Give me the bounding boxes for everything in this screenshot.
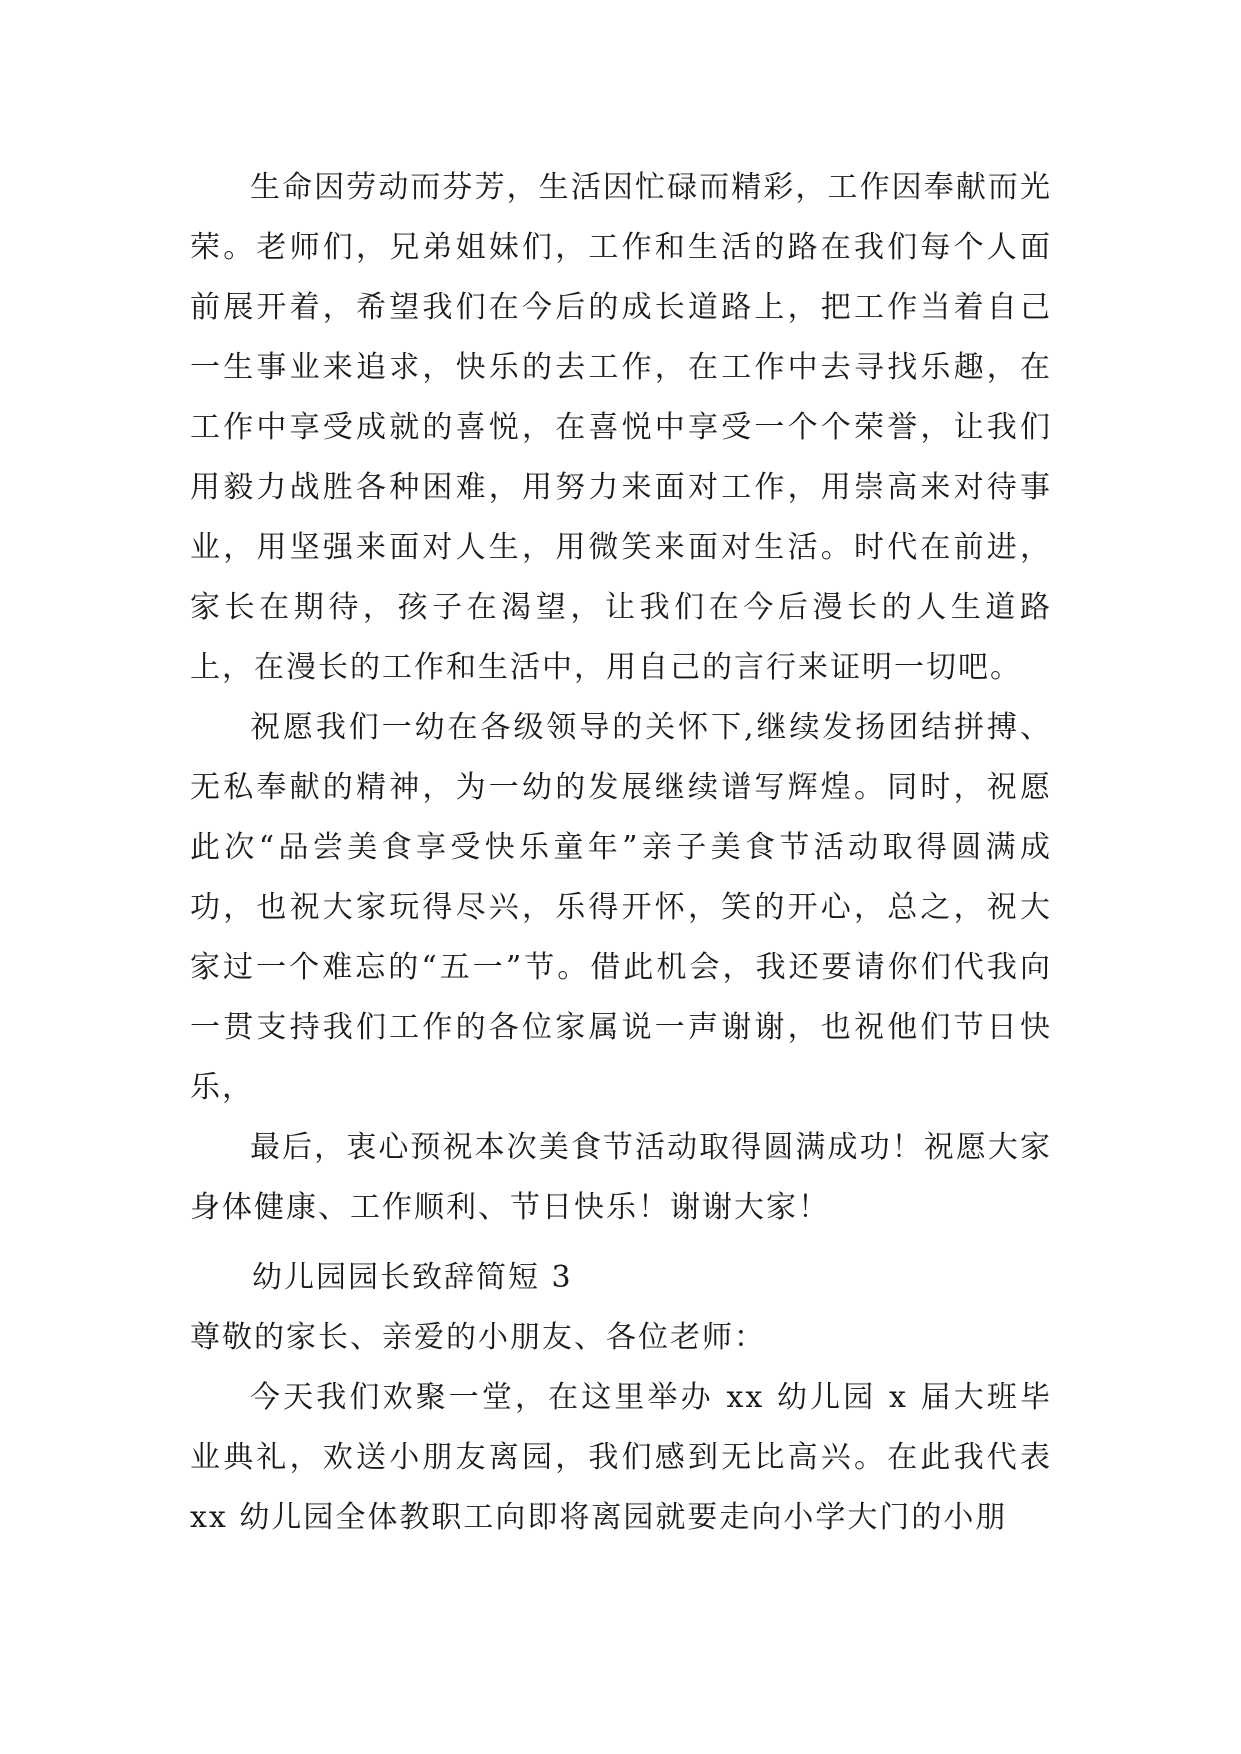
section-title: 幼儿园园长致辞简短 3	[252, 1260, 573, 1295]
paragraph-closing-wishes: 最后，衷心预祝本次美食节活动取得圆满成功！祝愿大家身体健康、工作顺利、节日快乐！谢谢大家！	[190, 1130, 1052, 1225]
speech-body-section-2	[190, 1368, 1052, 1548]
speech-body-section-1	[190, 158, 1052, 1238]
paragraph-graduation-opening: 今天我们欢聚一堂，在这里举办 xx 幼儿园 x 届大班毕业典礼，欢送小朋友离园，我们感到无比高兴。在此我代表 xx 幼儿园全体教职工向即将离园就要走向小学大门的小朋	[190, 1380, 1052, 1535]
salutation-line: 尊敬的家长、亲爱的小朋友、各位老师：	[190, 1320, 766, 1355]
paragraph-labor-and-life: 生命因劳动而芬芳，生活因忙碌而精彩，工作因奉献而光荣。老师们，兄弟姐妹们，工作和生活的路在我们每个人面前展开着，希望我们在今后的成长道路上，把工作当着自己一生事业来追求，快乐的去工作，在工作中去寻找乐趣，在工作中享受成就的喜悦，在喜悦中享受一个个荣誉，让我们用毅力战胜各种困难，用努力来面对工作，用崇高来对待事业，用坚强来面对人生，用微笑来面对生活。时代在前进，家长在期待，孩子在渴望，让我们在今后漫长的人生道路上，在漫长的工作和生活中，用自己的言行来证明一切吧。	[190, 170, 1052, 685]
paragraph-blessing-kindergarten: 祝愿我们一幼在各级领导的关怀下,继续发扬团结拼搏、无私奉献的精神，为一幼的发展继续谱写辉煌。同时，祝愿此次“品尝美食享受快乐童年”亲子美食节活动取得圆满成功，也祝大家玩得尽兴，乐得开怀，笑的开心，总之，祝大家过一个难忘的“五一”节。借此机会，我还要请你们代我向一贯支持我们工作的各位家属说一声谢谢，也祝他们节日快乐，	[190, 710, 1052, 1105]
